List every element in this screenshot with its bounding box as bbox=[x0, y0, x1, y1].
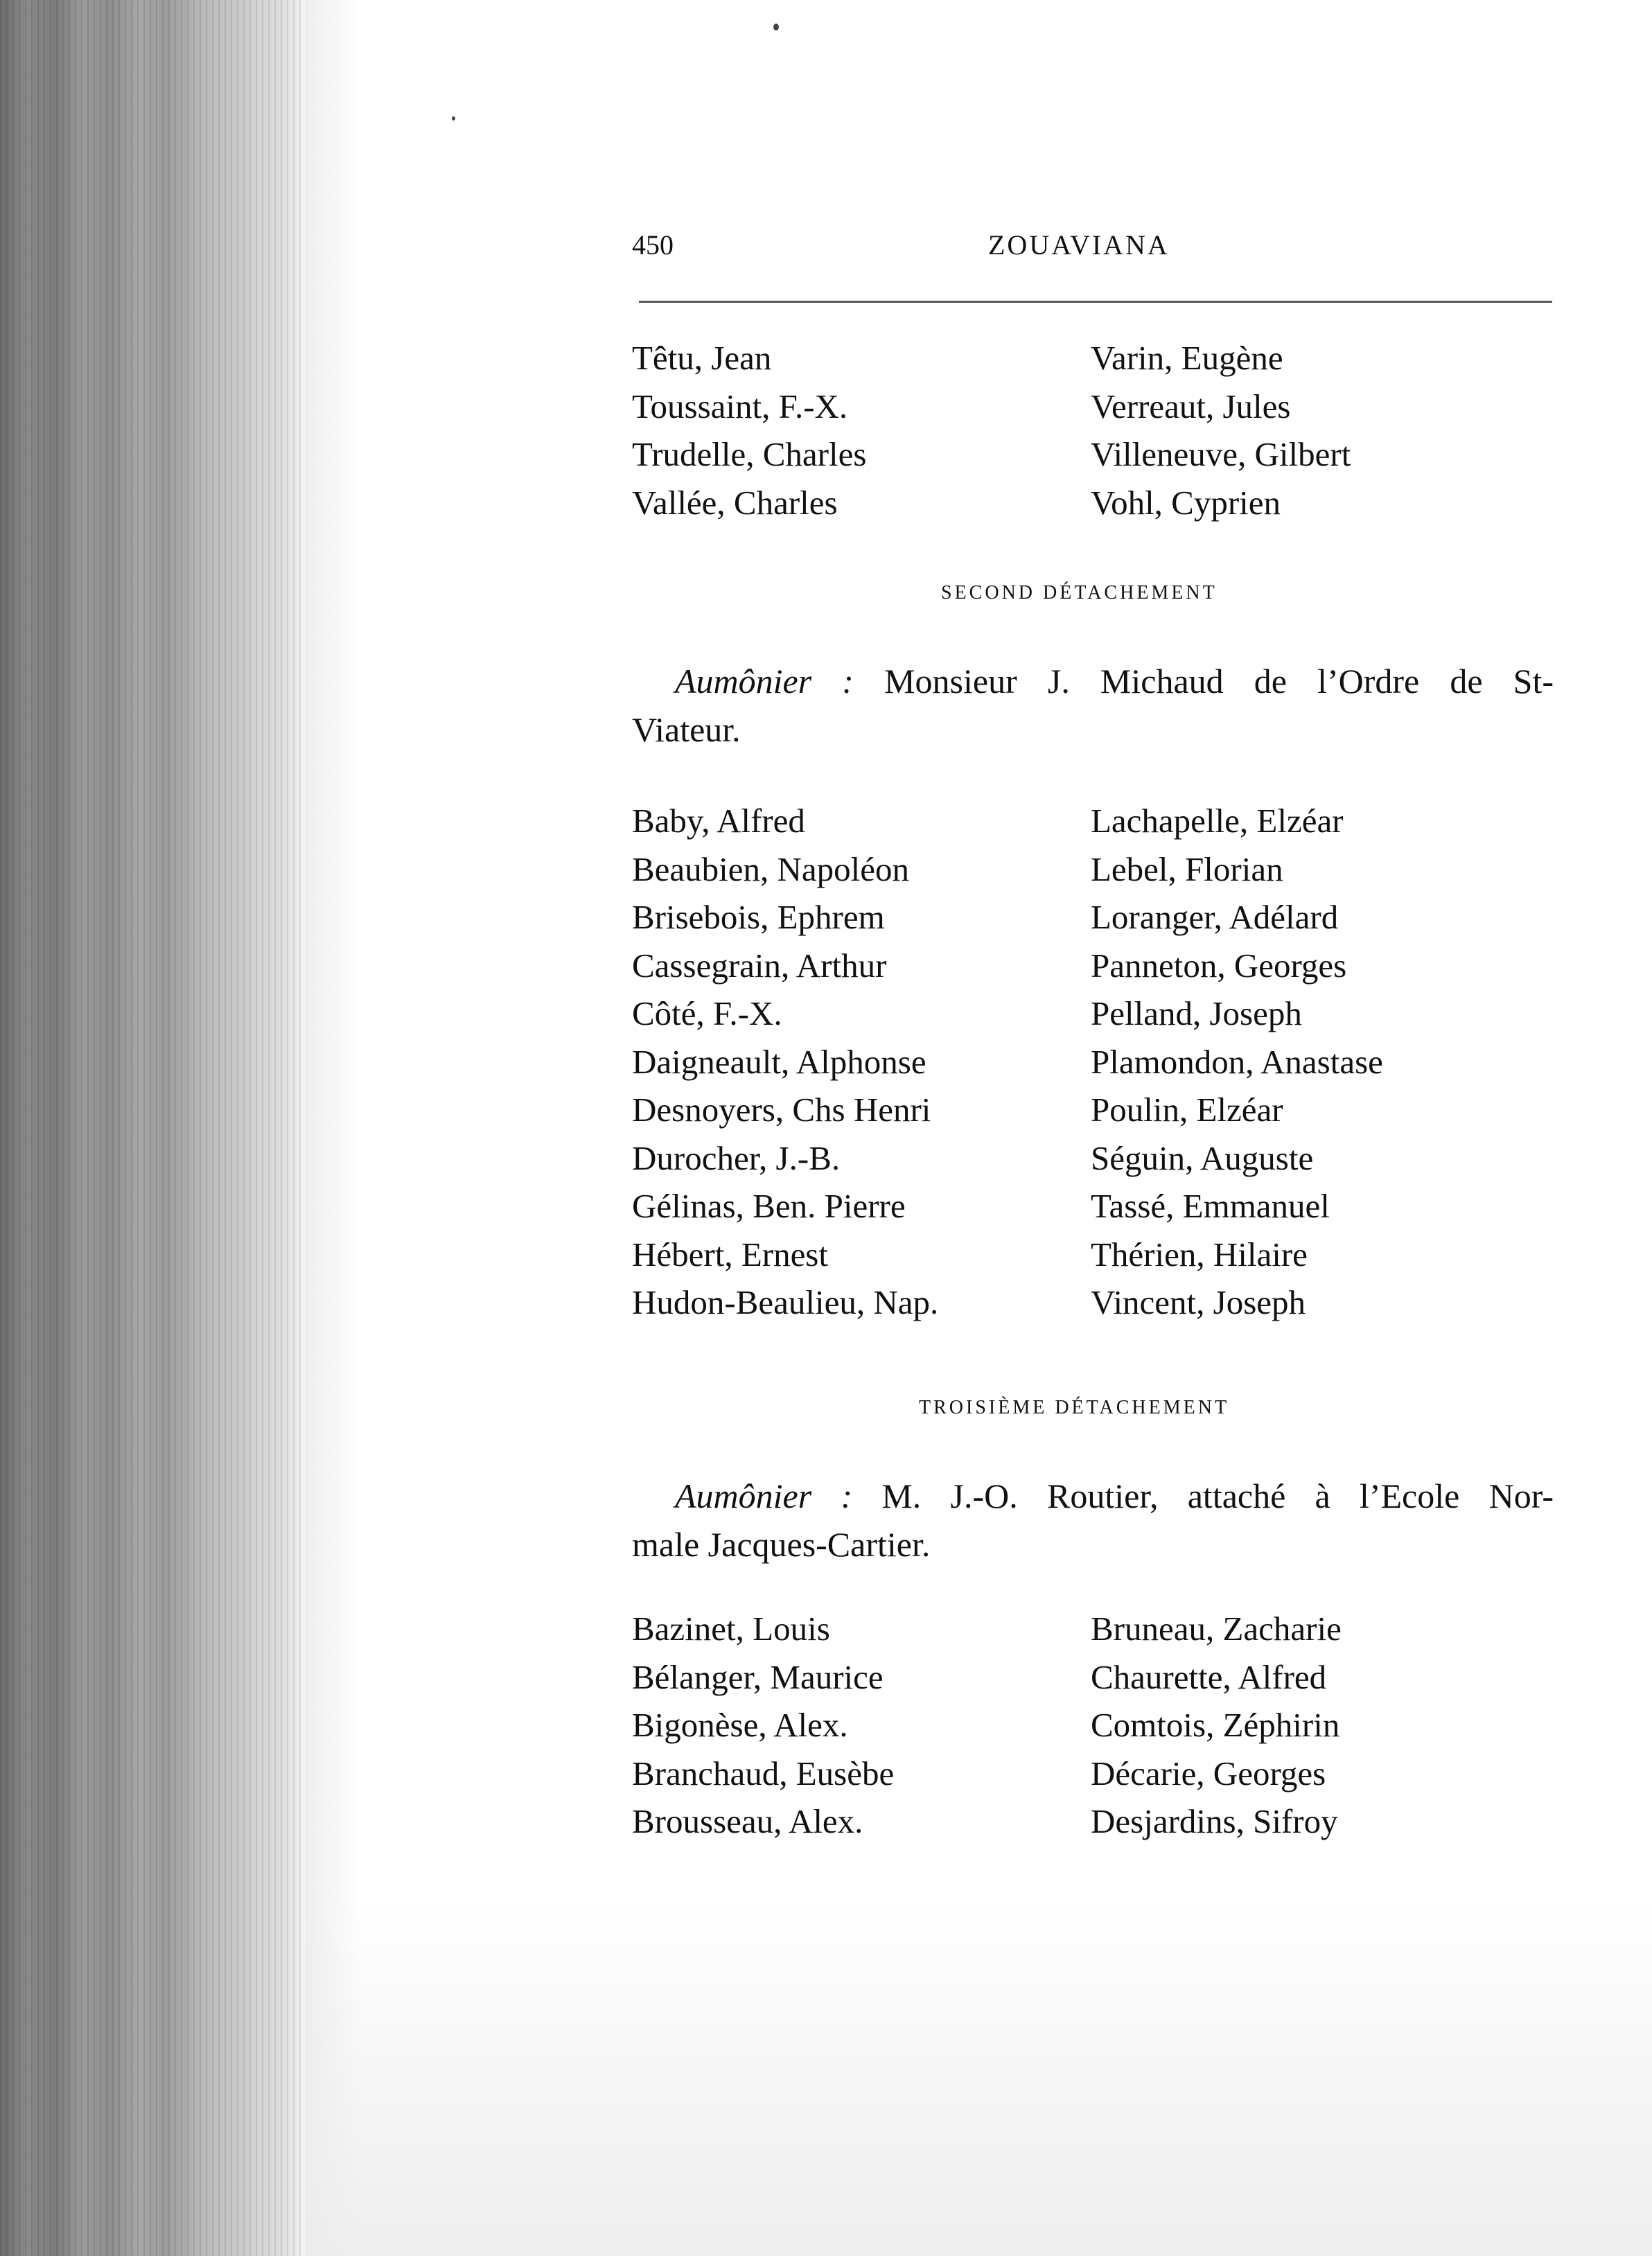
right-column bbox=[1091, 797, 1383, 1327]
list-item: Plamondon, Anastase bbox=[1091, 1042, 1383, 1081]
page-number: 450 bbox=[632, 229, 674, 261]
list-item: Brousseau, Alex. bbox=[632, 1802, 863, 1840]
list-item: Bazinet, Louis bbox=[632, 1610, 830, 1648]
list-item: Gélinas, Ben. Pierre bbox=[632, 1187, 906, 1225]
list-item: Baby, Alfred bbox=[632, 802, 805, 840]
list-item: Durocher, J.-B. bbox=[632, 1138, 841, 1177]
list-item: Poulin, Elzéar bbox=[1091, 1091, 1283, 1129]
section-title-second: SECOND DÉTACHEMENT bbox=[941, 582, 1218, 603]
ink-speck bbox=[452, 116, 455, 121]
page-heading: ZOUAVIANA bbox=[988, 229, 1170, 261]
list-item: Tassé, Emmanuel bbox=[1091, 1187, 1330, 1225]
list-item: Lebel, Florian bbox=[1091, 849, 1283, 888]
list-item: Lachapelle, Elzéar bbox=[1091, 802, 1344, 840]
list-item: Bélanger, Maurice bbox=[632, 1657, 884, 1696]
second-name-list bbox=[632, 797, 1554, 1330]
left-column bbox=[632, 1605, 894, 1846]
left-column bbox=[632, 334, 866, 527]
list-item: Daigneault, Alphonse bbox=[632, 1042, 926, 1081]
right-column bbox=[1091, 1605, 1342, 1846]
left-column bbox=[632, 797, 938, 1327]
list-item: Loranger, Adélard bbox=[1091, 898, 1339, 936]
chaplain-second bbox=[632, 657, 1554, 754]
list-item: Séguin, Auguste bbox=[1091, 1138, 1314, 1177]
list-item: Varin, Eugène bbox=[1091, 339, 1283, 377]
list-item: Vincent, Joseph bbox=[1091, 1283, 1306, 1321]
section-title-third: TROISIÈME DÉTACHEMENT bbox=[919, 1397, 1230, 1418]
list-item: Cassegrain, Arthur bbox=[632, 946, 887, 985]
list-item: Chaurette, Alfred bbox=[1091, 1657, 1327, 1696]
list-item: Têtu, Jean bbox=[632, 339, 772, 377]
third-name-list bbox=[632, 1605, 1554, 1847]
list-item: Pelland, Joseph bbox=[1091, 994, 1302, 1032]
list-item: Comtois, Zéphirin bbox=[1091, 1706, 1340, 1744]
list-item: Décarie, Georges bbox=[1091, 1754, 1326, 1792]
book-page-edges bbox=[0, 0, 305, 2256]
list-item: Beaubien, Napoléon bbox=[632, 849, 910, 888]
list-item: Trudelle, Charles bbox=[632, 435, 867, 473]
chaplain-text-continued: Viateur. bbox=[632, 710, 741, 749]
list-item: Brisebois, Ephrem bbox=[632, 898, 885, 936]
list-item: Côté, F.-X. bbox=[632, 994, 782, 1032]
list-item: Desjardins, Sifroy bbox=[1091, 1802, 1338, 1840]
chaplain-line bbox=[632, 657, 1554, 705]
list-item: Hébert, Ernest bbox=[632, 1235, 828, 1274]
list-item: Thérien, Hilaire bbox=[1091, 1235, 1308, 1274]
ink-speck bbox=[773, 24, 779, 30]
header-rule bbox=[639, 301, 1552, 303]
right-column bbox=[1091, 334, 1351, 527]
chaplain-third bbox=[632, 1472, 1554, 1569]
chaplain-text-continued: male Jacques-Cartier. bbox=[632, 1525, 931, 1564]
list-item: Vallée, Charles bbox=[632, 483, 838, 522]
list-item: Hudon-Beaulieu, Nap. bbox=[632, 1283, 939, 1321]
list-item: Branchaud, Eusèbe bbox=[632, 1754, 895, 1792]
first-name-list bbox=[632, 334, 1554, 528]
bottom-shadow bbox=[305, 1896, 1652, 2256]
list-item: Toussaint, F.-X. bbox=[632, 387, 848, 425]
list-item: Bruneau, Zacharie bbox=[1091, 1610, 1342, 1648]
list-item: Villeneuve, Gilbert bbox=[1091, 435, 1351, 473]
chaplain-text: M. J.-O. Routier, attaché à l’Ecole Nor- bbox=[881, 1477, 1554, 1515]
chaplain-line bbox=[632, 1472, 1554, 1520]
running-head bbox=[632, 229, 1554, 270]
list-item: Bigonèse, Alex. bbox=[632, 1706, 848, 1744]
list-item: Verreaut, Jules bbox=[1091, 387, 1291, 425]
chaplain-label: Aumônier : bbox=[675, 1477, 853, 1515]
chaplain-text: Monsieur J. Michaud de l’Ordre de St- bbox=[884, 662, 1554, 700]
list-item: Panneton, Georges bbox=[1091, 946, 1347, 985]
chaplain-label: Aumônier : bbox=[675, 662, 854, 700]
list-item: Desnoyers, Chs Henri bbox=[632, 1091, 931, 1129]
list-item: Vohl, Cyprien bbox=[1091, 483, 1281, 522]
